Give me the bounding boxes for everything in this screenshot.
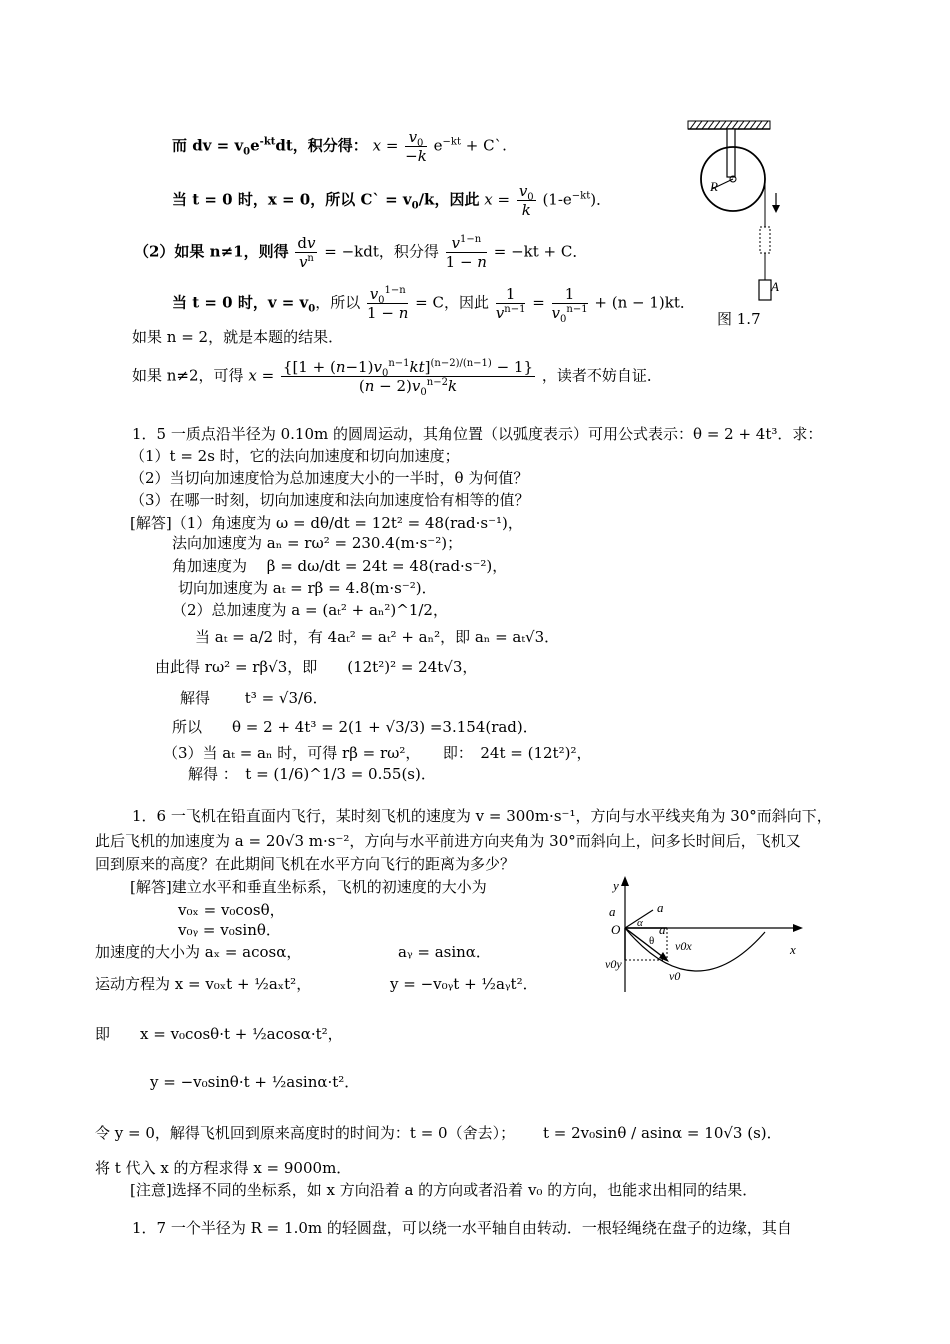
- text-fragment: = −kdt，积分得: [324, 242, 439, 261]
- solution-line: 法向加速度为 aₙ = rω² = 230.4(m·s⁻²)；: [172, 534, 463, 552]
- problem-text: 1．6 一飞机在铅直面内飞行，某时刻飞机的速度为 v = 300m·s⁻¹，方向与水平线夹角为 30°而斜向下，: [132, 807, 832, 825]
- text-fragment: /k，因此: [418, 190, 480, 209]
- solution-line: 切向加速度为 aₜ = rβ = 4.8(m·s⁻²)．: [178, 579, 437, 597]
- text-fragment: + (n − 1)kt．: [594, 293, 695, 312]
- fraction: $\frac{v^{1-n}}{1 - n}$: [445, 234, 487, 271]
- fraction: $\frac{dv}{v^n}$: [297, 234, 316, 271]
- pulley-figure: [680, 115, 790, 330]
- fraction: $\frac{v_0}{k}$: [518, 182, 534, 219]
- question-3: （3）在哪一时刻，切向加速度和法向加速度恰有相等的值？: [130, 491, 530, 509]
- fraction: $\frac{\{[1 + (n-1)v_0^{n-1}kt]^{(n-2)/(n-1)} - 1\}}{(n - 2)v_0^{n-2}k}$: [282, 358, 534, 398]
- text-fragment: + C`.: [465, 136, 507, 155]
- label-R: R: [710, 179, 718, 194]
- label-v0: v0: [669, 969, 681, 983]
- question-1: （1）t = 2s 时，它的法向加速度和切向加速度；: [130, 447, 460, 465]
- solution-line: 解得 t³ = √3/6．: [180, 689, 328, 707]
- spring-box: [760, 227, 770, 253]
- figure-caption: 图 1.7: [717, 310, 761, 328]
- problem-1-7: 1．7 一个半径为 R = 1.0m 的轻圆盘，可以绕一水平轴自由转动．一根轻绳绕在盘子的边缘，其自: [132, 1219, 792, 1237]
- solution-line: 将 t 代入 x 的方程求得 x = 9000m．: [95, 1159, 352, 1177]
- text-fragment: 当 t = 0 时，v = v: [172, 293, 309, 312]
- text-fragment: e: [250, 136, 260, 155]
- solution-line: t = 2v₀sinθ / asinα = 10√3 (s)．: [543, 1124, 782, 1142]
- fraction: $\frac{v_0}{-k}$: [405, 128, 427, 165]
- text-fragment: )．: [590, 190, 612, 209]
- solution-line: 所以 θ = 2 + 4t³ = 2(1 + √3/3) =3.154(rad)．: [172, 718, 538, 736]
- eq-line-1: 而 dv = $v_0e^{-kt}dt$，积分得： x = $\frac{v_0}{-k}$ $e^{-kt}$ + C`.: [172, 128, 507, 165]
- text-fragment: 而 dv = v: [172, 136, 244, 155]
- label-a: a: [657, 900, 664, 915]
- label-A: A: [771, 279, 779, 294]
- mass-A: [759, 280, 771, 300]
- solution-line: （2）总加速度为 a = (aₜ² + aₙ²)^1/2，: [172, 601, 448, 619]
- label-alpha: α: [637, 917, 643, 929]
- text-fragment: = C，因此: [415, 293, 489, 312]
- solution-line: （3）当 aₜ = aₙ 时，可得 rβ = rω²， 即： 24t = (12t²)²，: [163, 744, 592, 762]
- text-fragment: 当 t = 0 时，x = 0，所以 C` = v: [172, 190, 412, 209]
- text-fragment: = −kt + C．: [493, 242, 588, 261]
- solution-line: y = −v₀sinθ·t + ½asinα·t²．: [150, 1073, 360, 1091]
- note-line: [注意]选择不同的坐标系，如 x 方向沿着 a 的方向或者沿着 v₀ 的方向，也能求出相同的结果．: [130, 1181, 758, 1199]
- solution-line: 当 aₜ = a/2 时，有 4aₜ² = aₜ² + aₙ²，即 aₙ = aₜ√3．: [195, 628, 560, 646]
- solution-line: v₀ᵧ = v₀sinθ．: [178, 921, 281, 939]
- solution-line: y = −v₀ᵧt + ½aᵧt²．: [390, 975, 538, 993]
- solution-line: 加速度的大小为 aₓ = acosα，: [95, 943, 302, 961]
- fraction: $\frac{1}{v_0^{n-1}}$: [551, 285, 588, 325]
- eq-line-6: 如果 n≠2，可得 x = $\frac{\{[1 + (n-1)v_0^{n-1}kt]^{(n-2)/(n-1)} - 1\}}{(n - 2)v_0^{n-2}k}$ ，读者不妨自证．: [132, 358, 662, 398]
- solution-line: [解答]建立水平和垂直坐标系，飞机的初速度的大小为: [130, 878, 487, 896]
- solution-line: 由此得 rω² = rβ√3，即 (12t²)² = 24t√3，: [155, 658, 478, 676]
- label-ay: a: [609, 904, 616, 919]
- trajectory-curve: [625, 928, 765, 971]
- eq-line-4: 当 t = 0 时，$v = v_0$，所以 $\frac{v_0^{1-n}}{1 - n}$ = C，因此 $\frac{1}{v^{n-1}}$ = $\frac{1}{v_0^{n-1}}$ + (n − 1)kt．: [172, 285, 695, 325]
- fraction: $\frac{1}{v^{n-1}}$: [495, 285, 526, 322]
- solution-line: 解得 ： t = (1/6)^1/3 = 0.55(s)．: [188, 765, 436, 783]
- ceiling-hatch: [688, 121, 770, 129]
- text-fragment: ，所以: [315, 293, 361, 312]
- label-theta: θ: [649, 935, 655, 947]
- solution-line: 令 y = 0，解得飞机回到原来高度时的时间为：t = 0（舍去）；: [95, 1124, 516, 1142]
- solution-line: 即 x = v₀cosθ·t + ½acosα·t²，: [95, 1025, 343, 1043]
- solution-line: v₀ₓ = v₀cosθ，: [178, 901, 285, 919]
- text-fragment: ，读者不妨自证．: [541, 366, 662, 385]
- solution-line: 角加速度为 β = dω/dt = 24t = 48(rad·s⁻²)，: [172, 557, 508, 575]
- problem-title: 1．5 一质点沿半径为 0.10m 的圆周运动，其角位置（以弧度表示）可用公式表示：θ = 2 + 4t³．求：: [132, 425, 823, 443]
- solution-line: aᵧ = asinα．: [398, 943, 491, 961]
- solution-line: 运动方程为 x = v₀ₓt + ½aₓt²，: [95, 975, 312, 993]
- text-fragment: dt，积分得：: [275, 136, 368, 155]
- question-2: （2）当切向加速度恰为总加速度大小的一半时，θ 为何值？: [130, 469, 529, 487]
- eq-line-5: 如果 n = 2，就是本题的结果．: [132, 328, 344, 346]
- solution-line: [解答]（1）角速度为 ω = dθ/dt = 12t² = 48(rad·s⁻¹)，: [130, 514, 523, 532]
- text-fragment: e: [433, 136, 443, 155]
- eq-line-2: 当 t = 0 时，x = 0，所以 C` = $v_0/k$，因此 x = $\frac{v_0}{k}$ $(1-e^{-kt})$．: [172, 182, 612, 219]
- eq-line-3: [134, 234, 587, 271]
- trajectory-figure: [595, 872, 815, 1002]
- text-fragment: （2）如果 n≠1，则得: [134, 242, 289, 261]
- label-v0y: v0y: [605, 957, 622, 971]
- support-bar: [727, 129, 735, 177]
- label-ax: a: [659, 922, 666, 937]
- fraction: $\frac{v_0^{1-n}}{1 - n}$: [367, 285, 409, 322]
- problem-text: 回到原来的高度？在此期间飞机在水平方向飞行的距离为多少？: [95, 855, 516, 873]
- label-y: y: [613, 878, 619, 893]
- text-fragment: 如果 n≠2，可得: [132, 366, 244, 385]
- label-v0x: v0x: [675, 939, 692, 953]
- problem-text: 此后飞机的加速度为 a = 20√3 m·s⁻²，方向与水平前进方向夹角为 30°而斜向上，问多长时间后，飞机又: [95, 832, 801, 850]
- label-O: O: [611, 922, 621, 937]
- label-x: x: [790, 942, 796, 957]
- text-fragment: (1-e: [542, 190, 572, 209]
